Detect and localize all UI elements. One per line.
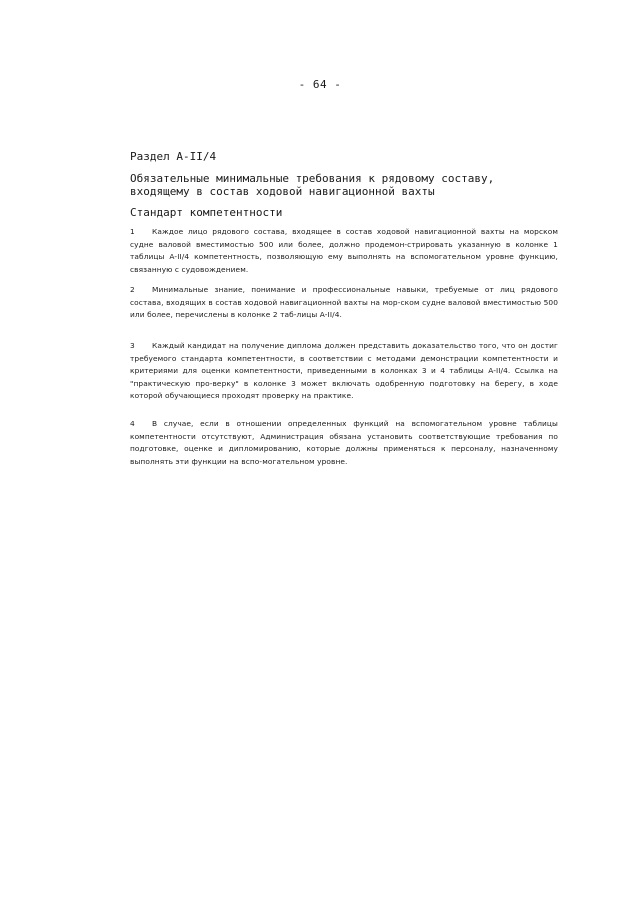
page-number: - 64 - — [298, 78, 342, 91]
paragraph-text: Минимальные знание, понимание и профессиональные навыки, требуемые от лиц рядового состава, входящих в состав ходовой навигационной вахты на мор-ском судне валовой вместимостью 500 или более, перечислены в колонке 2 таб-лицы A-II/4. — [130, 285, 558, 319]
paragraph-2 — [130, 284, 558, 322]
paragraph-3 — [130, 340, 558, 403]
paragraph-text: В случае, если в отношении определенных функций на вспомогательном уровне таблицы компетентности отсутствуют, Администрация обязана установить соответствующие требования по подготовке, оценке и дипломированию, которые должны применяться к персоналу, назначенному выполнять эти функции на вспо-могательном уровне. — [130, 419, 558, 466]
section-title: Обязательные минимальные требования к рядовому составу, входящему в состав ходовой навигационной вахты — [130, 172, 495, 198]
paragraph-4 — [130, 418, 558, 468]
paragraph-number: 2 — [130, 285, 135, 294]
paragraph-1 — [130, 226, 558, 276]
paragraph-text: Каждое лицо рядового состава, входящее в состав ходовой навигационной вахты на морском судне валовой вместимостью 500 или более, должно продемон-стрировать указанную в колонке 1 таблицы A-II/4 компетентность, позволяющую ему выполнять на вспомогательном уровне функцию, связанную с судовождением. — [130, 227, 558, 274]
standard-heading: Стандарт компетентности — [130, 206, 283, 219]
paragraph-number: 4 — [130, 419, 135, 428]
paragraph-number: 1 — [130, 227, 135, 236]
paragraph-text: Каждый кандидат на получение диплома должен представить доказательство того, что он достиг требуемого стандарта компетентности, в соответствии с методами демонстрации компетентности и критериями для оценки компетентности, приведенными в колонках 3 и 4 таблицы A-II/4. Ссылка на "практическую про-верку" в колонке 3 может включать одобренную подготовку на берегу, в ходе которой обучающиеся проходят проверку на практике. — [130, 341, 558, 400]
section-label: Раздел A-II/4 — [130, 150, 217, 163]
paragraph-number: 3 — [130, 341, 135, 350]
